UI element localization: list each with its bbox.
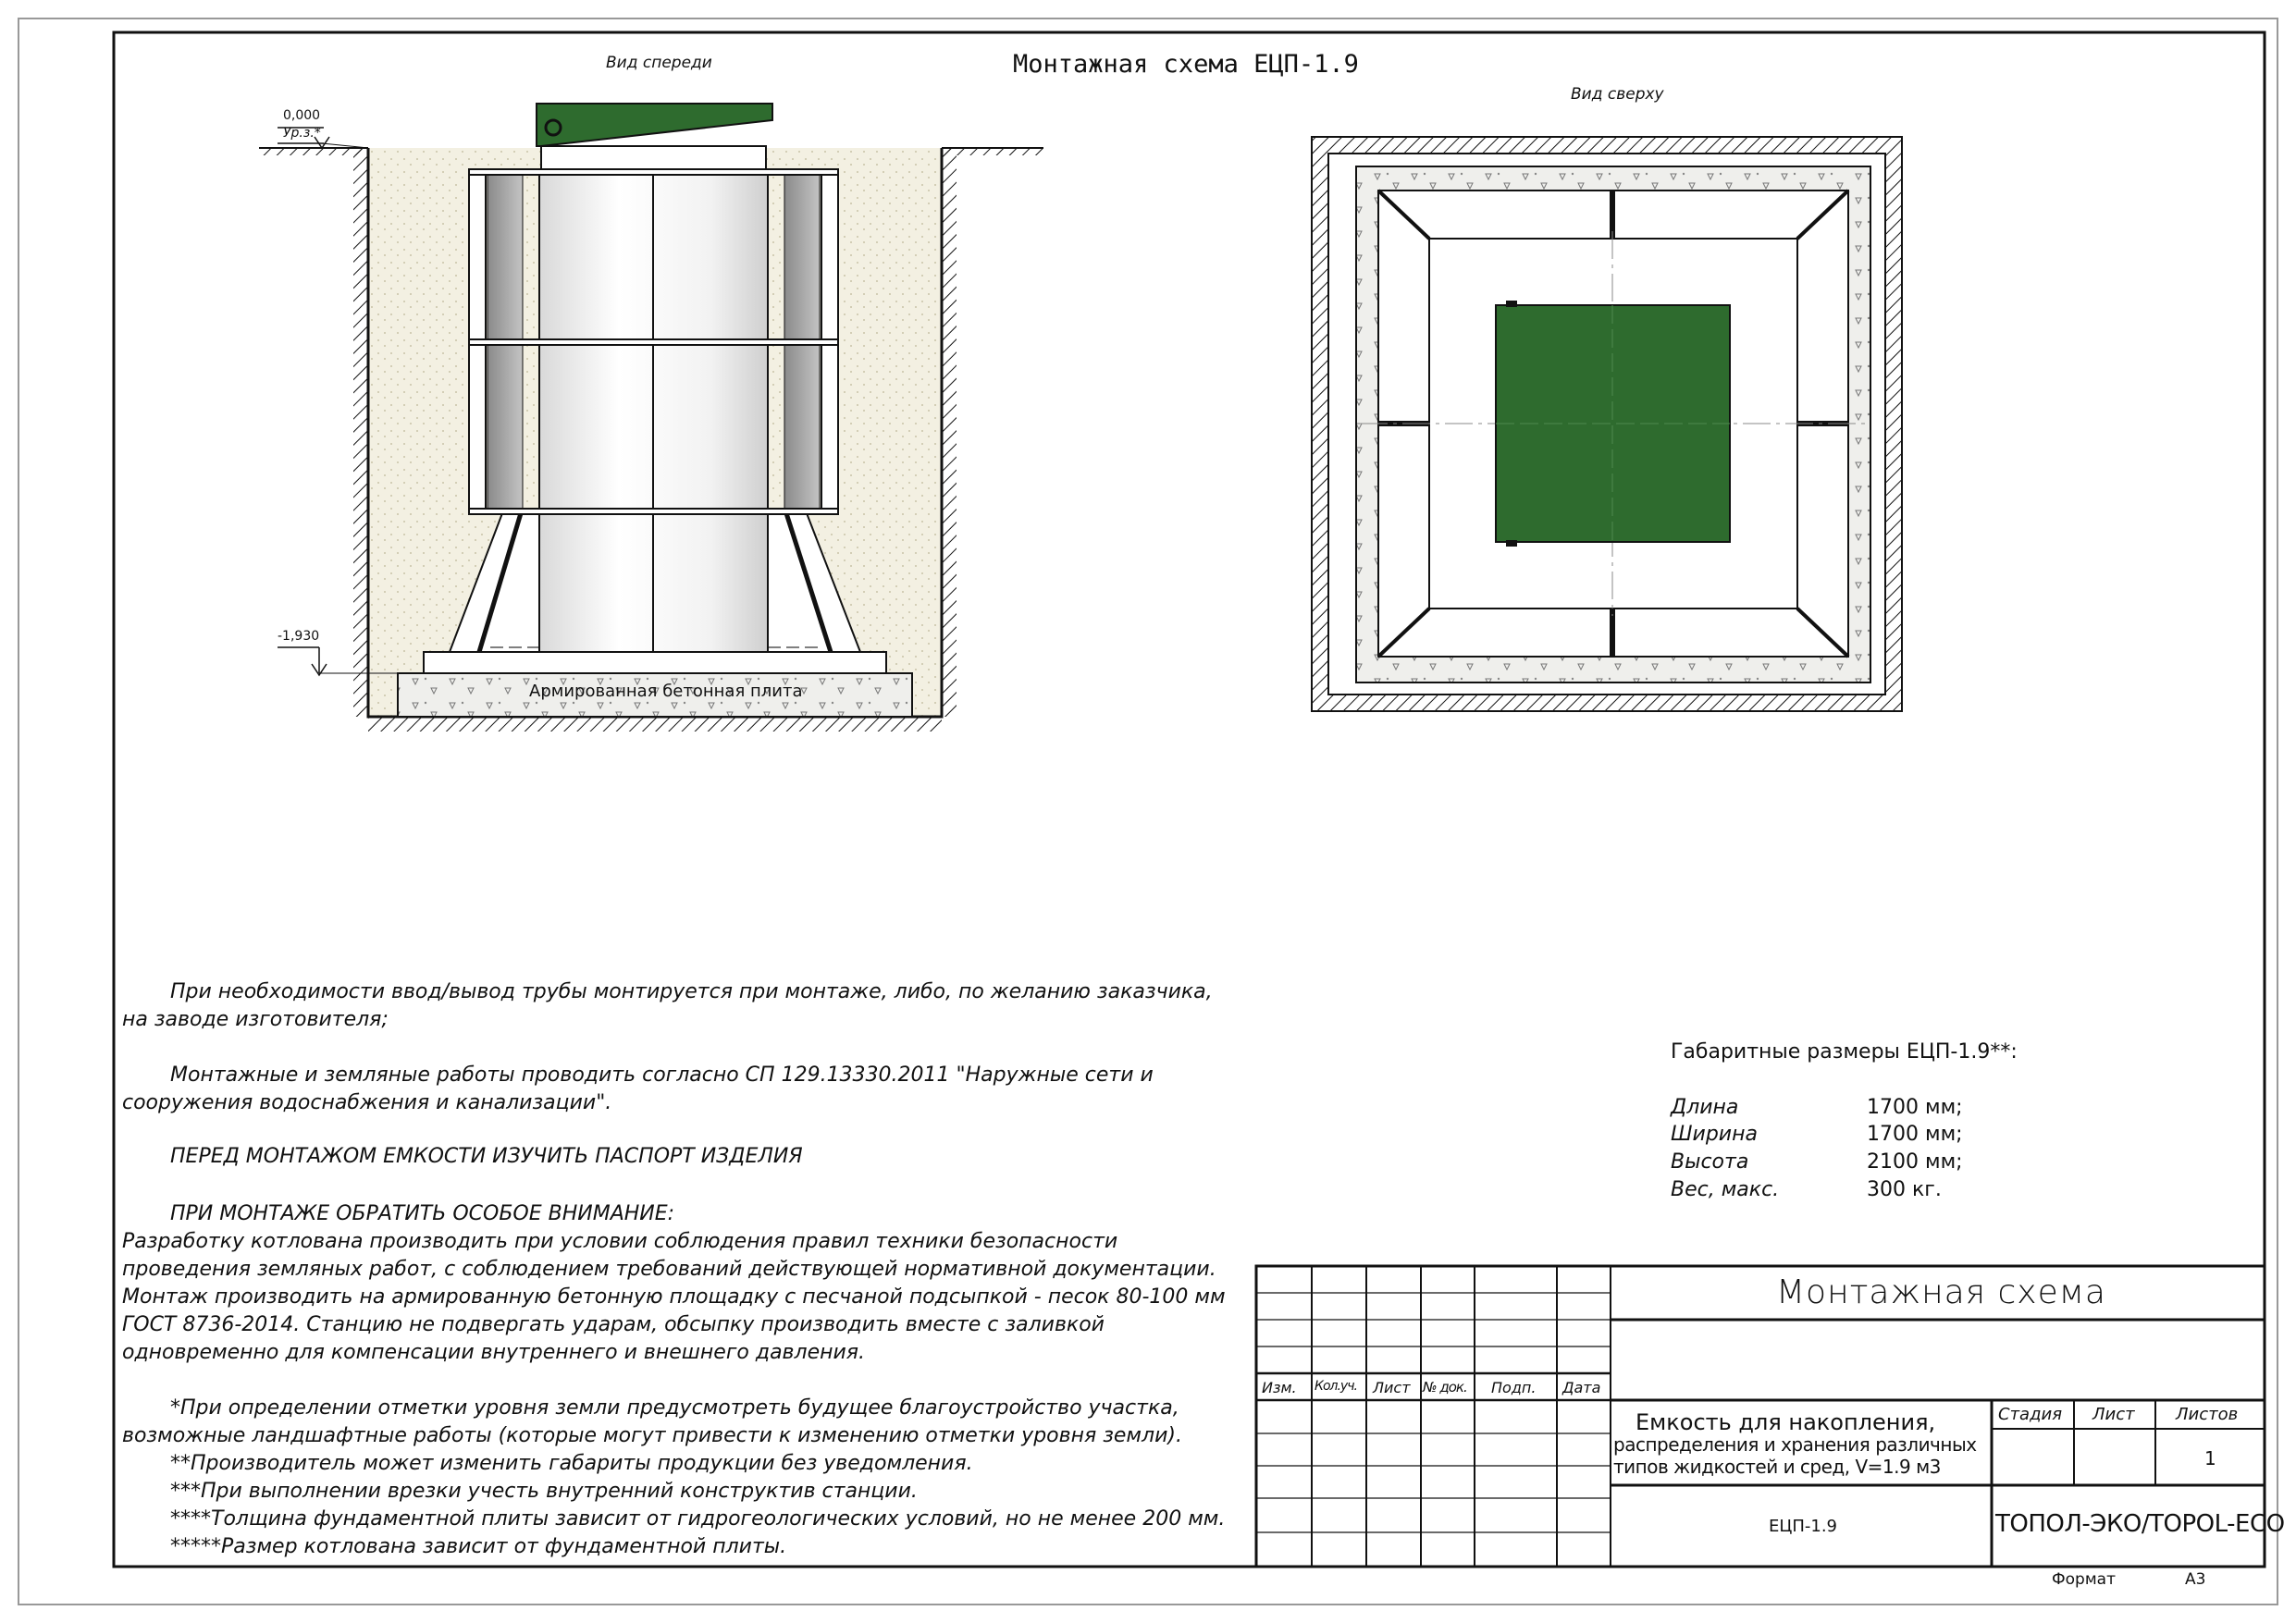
dimension-value: 300 кг.: [1867, 1178, 1942, 1201]
level-top-label: Ур.з.*: [283, 126, 321, 141]
footnote-4: ****Толщина фундаментной плиты зависит от гидрогеологических условий, но не менее 200 мм.: [170, 1507, 1226, 1531]
level-top-value: 0,000: [283, 108, 321, 123]
note-passport: ПЕРЕД МОНТАЖОМ ЕМКОСТИ ИЗУЧИТЬ ПАСПОРТ ИЗДЕЛИЯ: [170, 1145, 803, 1168]
dimension-label: Ширина: [1671, 1123, 1758, 1146]
format-label: Формат: [2052, 1570, 2116, 1589]
top-view: [1312, 137, 1902, 711]
stamp-product-line-2: распределения и хранения различных: [1613, 1433, 1977, 1456]
format-value: А3: [2185, 1570, 2206, 1589]
stamp-company: ТОПОЛ-ЭКО/TOPOL-ECO: [1995, 1510, 2285, 1538]
stamp-sheet-label: Лист: [2092, 1405, 2135, 1424]
note-pipe: При необходимости ввод/вывод трубы монтируется при монтаже, либо, по желанию заказчика, на заводе изготовителя;: [122, 980, 1213, 1031]
note-sp: Монтажные и земляные работы проводить согласно СП 129.13330.2011 "Наружные сети и сооружения водоснабжения и канализации".: [122, 1064, 1154, 1114]
dimensions-title: Габаритные размеры ЕЦП-1.9**:: [1671, 1040, 2018, 1064]
dimension-label: Длина: [1671, 1096, 1739, 1119]
slab-label: Армированная бетонная плита: [529, 682, 803, 701]
note-attention-heading: ПРИ МОНТАЖЕ ОБРАТИТЬ ОСОБОЕ ВНИМАНИЕ:: [170, 1202, 675, 1225]
stamp-sheets-value: 1: [2204, 1447, 2216, 1469]
stamp-stage-label: Стадия: [1998, 1405, 2063, 1424]
front-view: [259, 104, 1043, 732]
stamp-sheets-label: Листов: [2176, 1405, 2239, 1424]
stamp-header-doc: № док.: [1423, 1379, 1467, 1396]
dimension-value: 1700 мм;: [1867, 1123, 1963, 1146]
stamp-header-kol: Кол.уч.: [1315, 1379, 1357, 1394]
level-bottom-value: -1,930: [278, 629, 320, 644]
dimension-value: 2100 мм;: [1867, 1150, 1963, 1174]
lid-bolt-icon: [546, 120, 561, 135]
stamp-header-izm: Изм.: [1262, 1379, 1297, 1396]
dimension-label: Вес, макс.: [1671, 1178, 1780, 1201]
stamp-product-line-3: типов жидкостей и сред, V=1.9 м3: [1613, 1456, 1941, 1478]
footnote-5: *****Размер котлована зависит от фундаментной плиты.: [170, 1535, 787, 1558]
footnote-1: *При определении отметки уровня земли предусмотреть будущее благоустройство участка, возможные ландшафтные работы (которые могут привести к изменению отметки уровня земли).: [122, 1396, 1182, 1447]
stamp-product-line-1: Емкость для накопления,: [1636, 1409, 1936, 1435]
dimension-value: 1700 мм;: [1867, 1096, 1963, 1119]
stamp-code: ЕЦП-1.9: [1769, 1517, 1838, 1536]
top-view-label: Вид сверху: [1571, 85, 1664, 104]
front-view-label: Вид спереди: [606, 54, 712, 72]
page-title: Монтажная схема ЕЦП-1.9: [1013, 50, 1359, 79]
stamp-header-date: Дата: [1562, 1379, 1601, 1396]
tank-lid: [537, 104, 772, 146]
stamp-doc-title: Монтажная схема: [1776, 1273, 2106, 1311]
footnote-2: **Производитель может изменить габариты продукции без уведомления.: [170, 1452, 973, 1475]
footnote-3: ***При выполнении врезки учесть внутренний конструктив станции.: [170, 1480, 918, 1503]
stamp-header-list: Лист: [1373, 1379, 1411, 1396]
stamp-header-podp: Подп.: [1491, 1379, 1537, 1396]
note-attention-body: Разработку котлована производить при условии соблюдения правил техники безопасности проведения земляных работ, с соблюдением требований действующей нормативной документации. Монтаж производить на армированную бетонную площадку с песчаной подсыпкой - песок 80-100 мм ГОСТ 8736-2014. Станцию не подвергать ударам, обсыпку производить вместе с заливкой одновременно для компенсации внутреннего и внешнего давления.: [122, 1230, 1226, 1364]
dimension-label: Высота: [1671, 1150, 1749, 1174]
